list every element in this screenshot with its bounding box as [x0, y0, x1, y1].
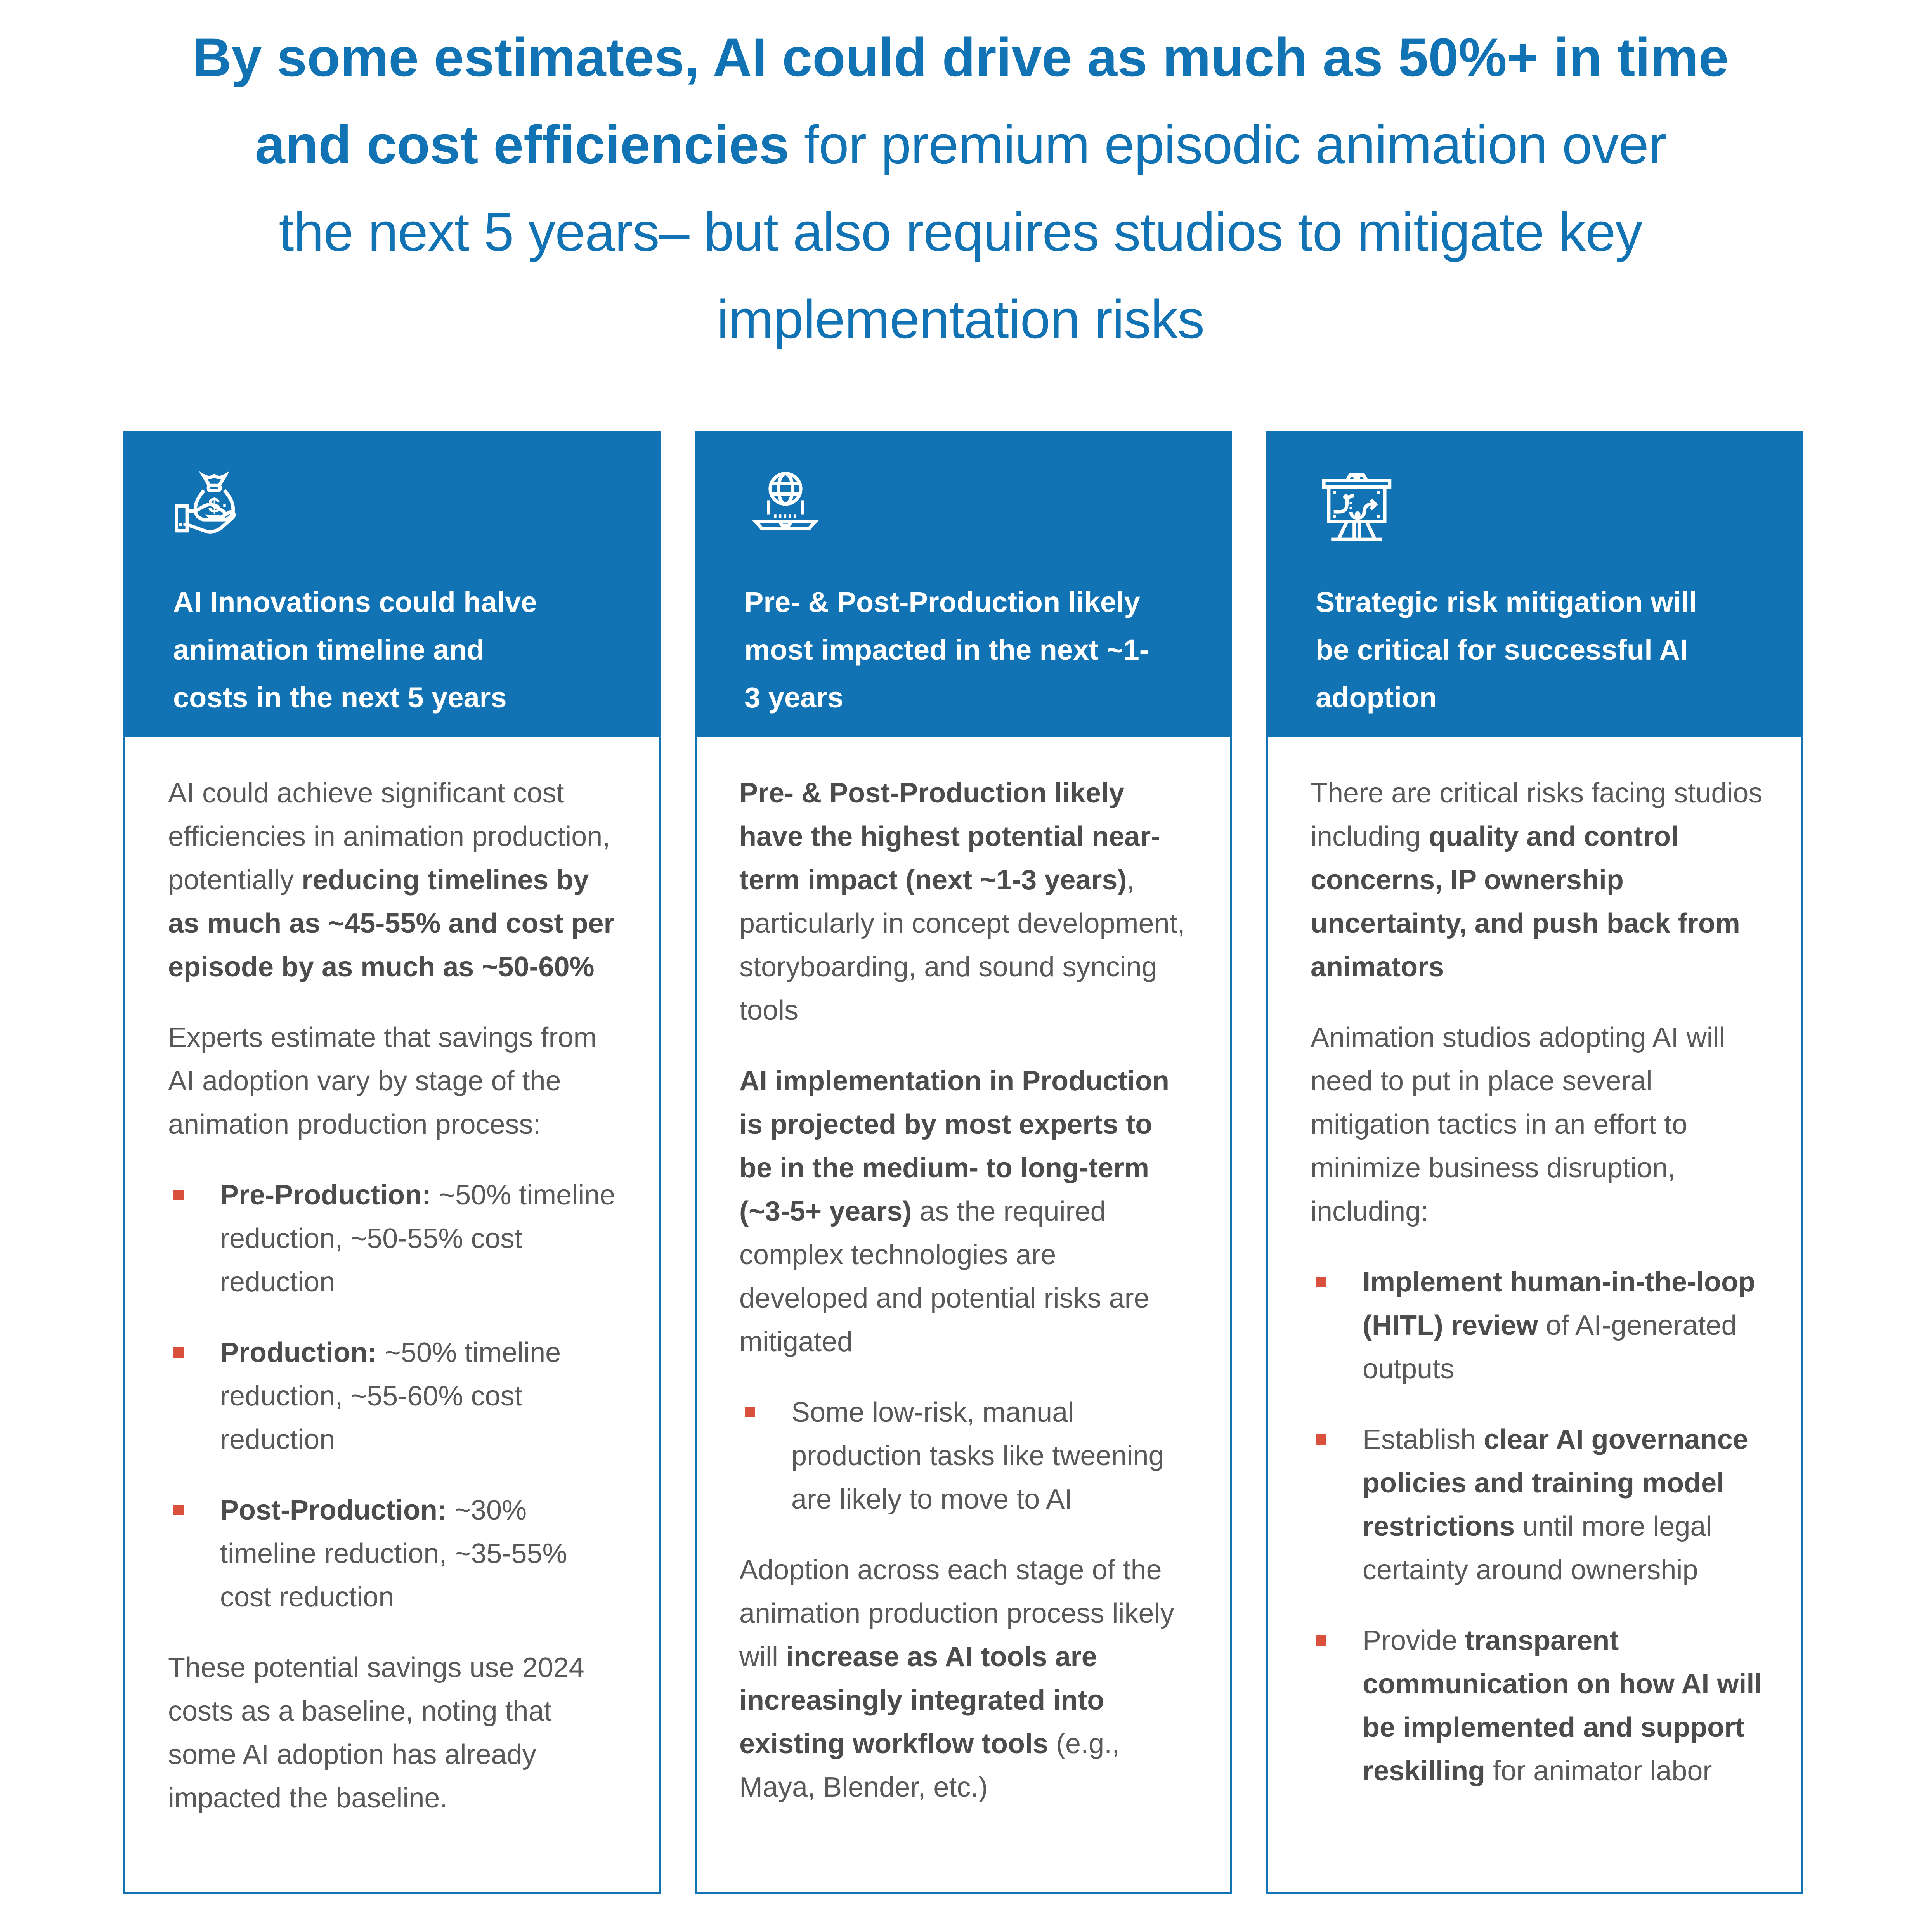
paragraph: Pre- & Post-Production likely have the highest potential near-term impact (next ~1-3 years), particularly in concept development, storyboarding, and sound syncing tools	[739, 778, 1185, 1026]
paragraph: Experts estimate that savings from AI adoption vary by stage of the animation production process:	[168, 1022, 597, 1140]
list-item: Establish clear AI governance policies and training model restrictions until more legal certainty around ownership	[1311, 1418, 1763, 1592]
paragraph: AI implementation in Production is projected by most experts to be in the medium- to long-term (~3-5+ years) as the required complex technologies are developed and potential risks are mitigated	[739, 1066, 1170, 1357]
column-2-header	[695, 431, 1232, 737]
column-2-body	[695, 737, 1232, 1894]
globe-over-laptop-icon	[744, 463, 827, 546]
title-line: the next 5 years– but also requires studios to mitigate key	[279, 201, 1642, 262]
column-2-heading: Pre- & Post-Production likely most impacted in the next ~1- 3 years	[744, 586, 1149, 714]
title-line: implementation risks	[717, 289, 1204, 350]
paragraph: Animation studios adopting AI will need to put in place several mitigation tactics in an effort to minimize business disruption, including:	[1311, 1022, 1725, 1227]
list-item: Implement human-in-the-loop (HITL) review of AI-generated outputs	[1311, 1260, 1763, 1391]
bullet-list	[739, 1391, 1192, 1521]
three-column-layout	[0, 431, 1921, 1894]
list-item: Provide transparent communication on how AI will be implemented and support reskilling for animator labor	[1311, 1619, 1763, 1793]
paragraph: These potential savings use 2024 costs as a baseline, noting that some AI adoption has already impacted the baseline.	[168, 1652, 584, 1814]
title-line: By some estimates, AI could drive as much as 50%+ in time	[192, 27, 1729, 88]
bullet-square-icon	[173, 1505, 184, 1515]
column-timeline-costs	[123, 431, 661, 1894]
bullet-square-icon	[1316, 1635, 1326, 1646]
paragraph: Adoption across each stage of the animation production process likely will increase as AI tools are increasingly integrated into existing workflow tools (e.g., Maya, Blender, etc.)	[739, 1554, 1174, 1803]
list-item: Pre-Production: ~50% timeline reduction, ~50-55% cost reduction	[168, 1173, 621, 1304]
svg-text:$: $	[208, 493, 220, 518]
column-1-body	[123, 737, 661, 1894]
title-line: and cost efficiencies for premium episodic animation over	[255, 114, 1666, 175]
bullet-square-icon	[1316, 1434, 1326, 1445]
bullet-list	[168, 1173, 621, 1619]
money-bag-in-hand-icon	[173, 463, 255, 546]
list-item: Post-Production: ~30% timeline reduction, ~35-55% cost reduction	[168, 1488, 621, 1619]
bullet-square-icon	[173, 1190, 184, 1200]
list-item: Some low-risk, manual production tasks like tweening are likely to move to AI	[739, 1391, 1192, 1521]
list-item: Production: ~50% timeline reduction, ~55-60% cost reduction	[168, 1331, 621, 1461]
bullet-square-icon	[173, 1347, 184, 1358]
paragraph: AI could achieve significant cost efficiencies in animation production, potentially reducing timelines by as much as ~45-55% and cost per episode by as much as ~50-60%	[168, 778, 615, 982]
bullet-list	[1311, 1260, 1763, 1793]
bullet-square-icon	[745, 1407, 755, 1417]
paragraph: There are critical risks facing studios including quality and control concerns, IP ownership uncertainty, and push back from animators	[1311, 778, 1763, 982]
roadmap-presentation-board-icon	[1316, 463, 1398, 546]
column-1-heading: AI Innovations could halve animation timeline and costs in the next 5 years	[173, 586, 537, 714]
column-1-header	[123, 431, 661, 737]
column-3-body	[1266, 737, 1803, 1894]
column-risk-mitigation	[1266, 431, 1803, 1894]
column-3-header	[1266, 431, 1803, 737]
page-title	[95, 14, 1826, 363]
column-3-heading: Strategic risk mitigation will be critical for successful AI adoption	[1316, 586, 1697, 714]
bullet-square-icon	[1316, 1277, 1326, 1287]
column-pre-post-production	[695, 431, 1232, 1894]
slide-page	[0, 14, 1921, 1932]
